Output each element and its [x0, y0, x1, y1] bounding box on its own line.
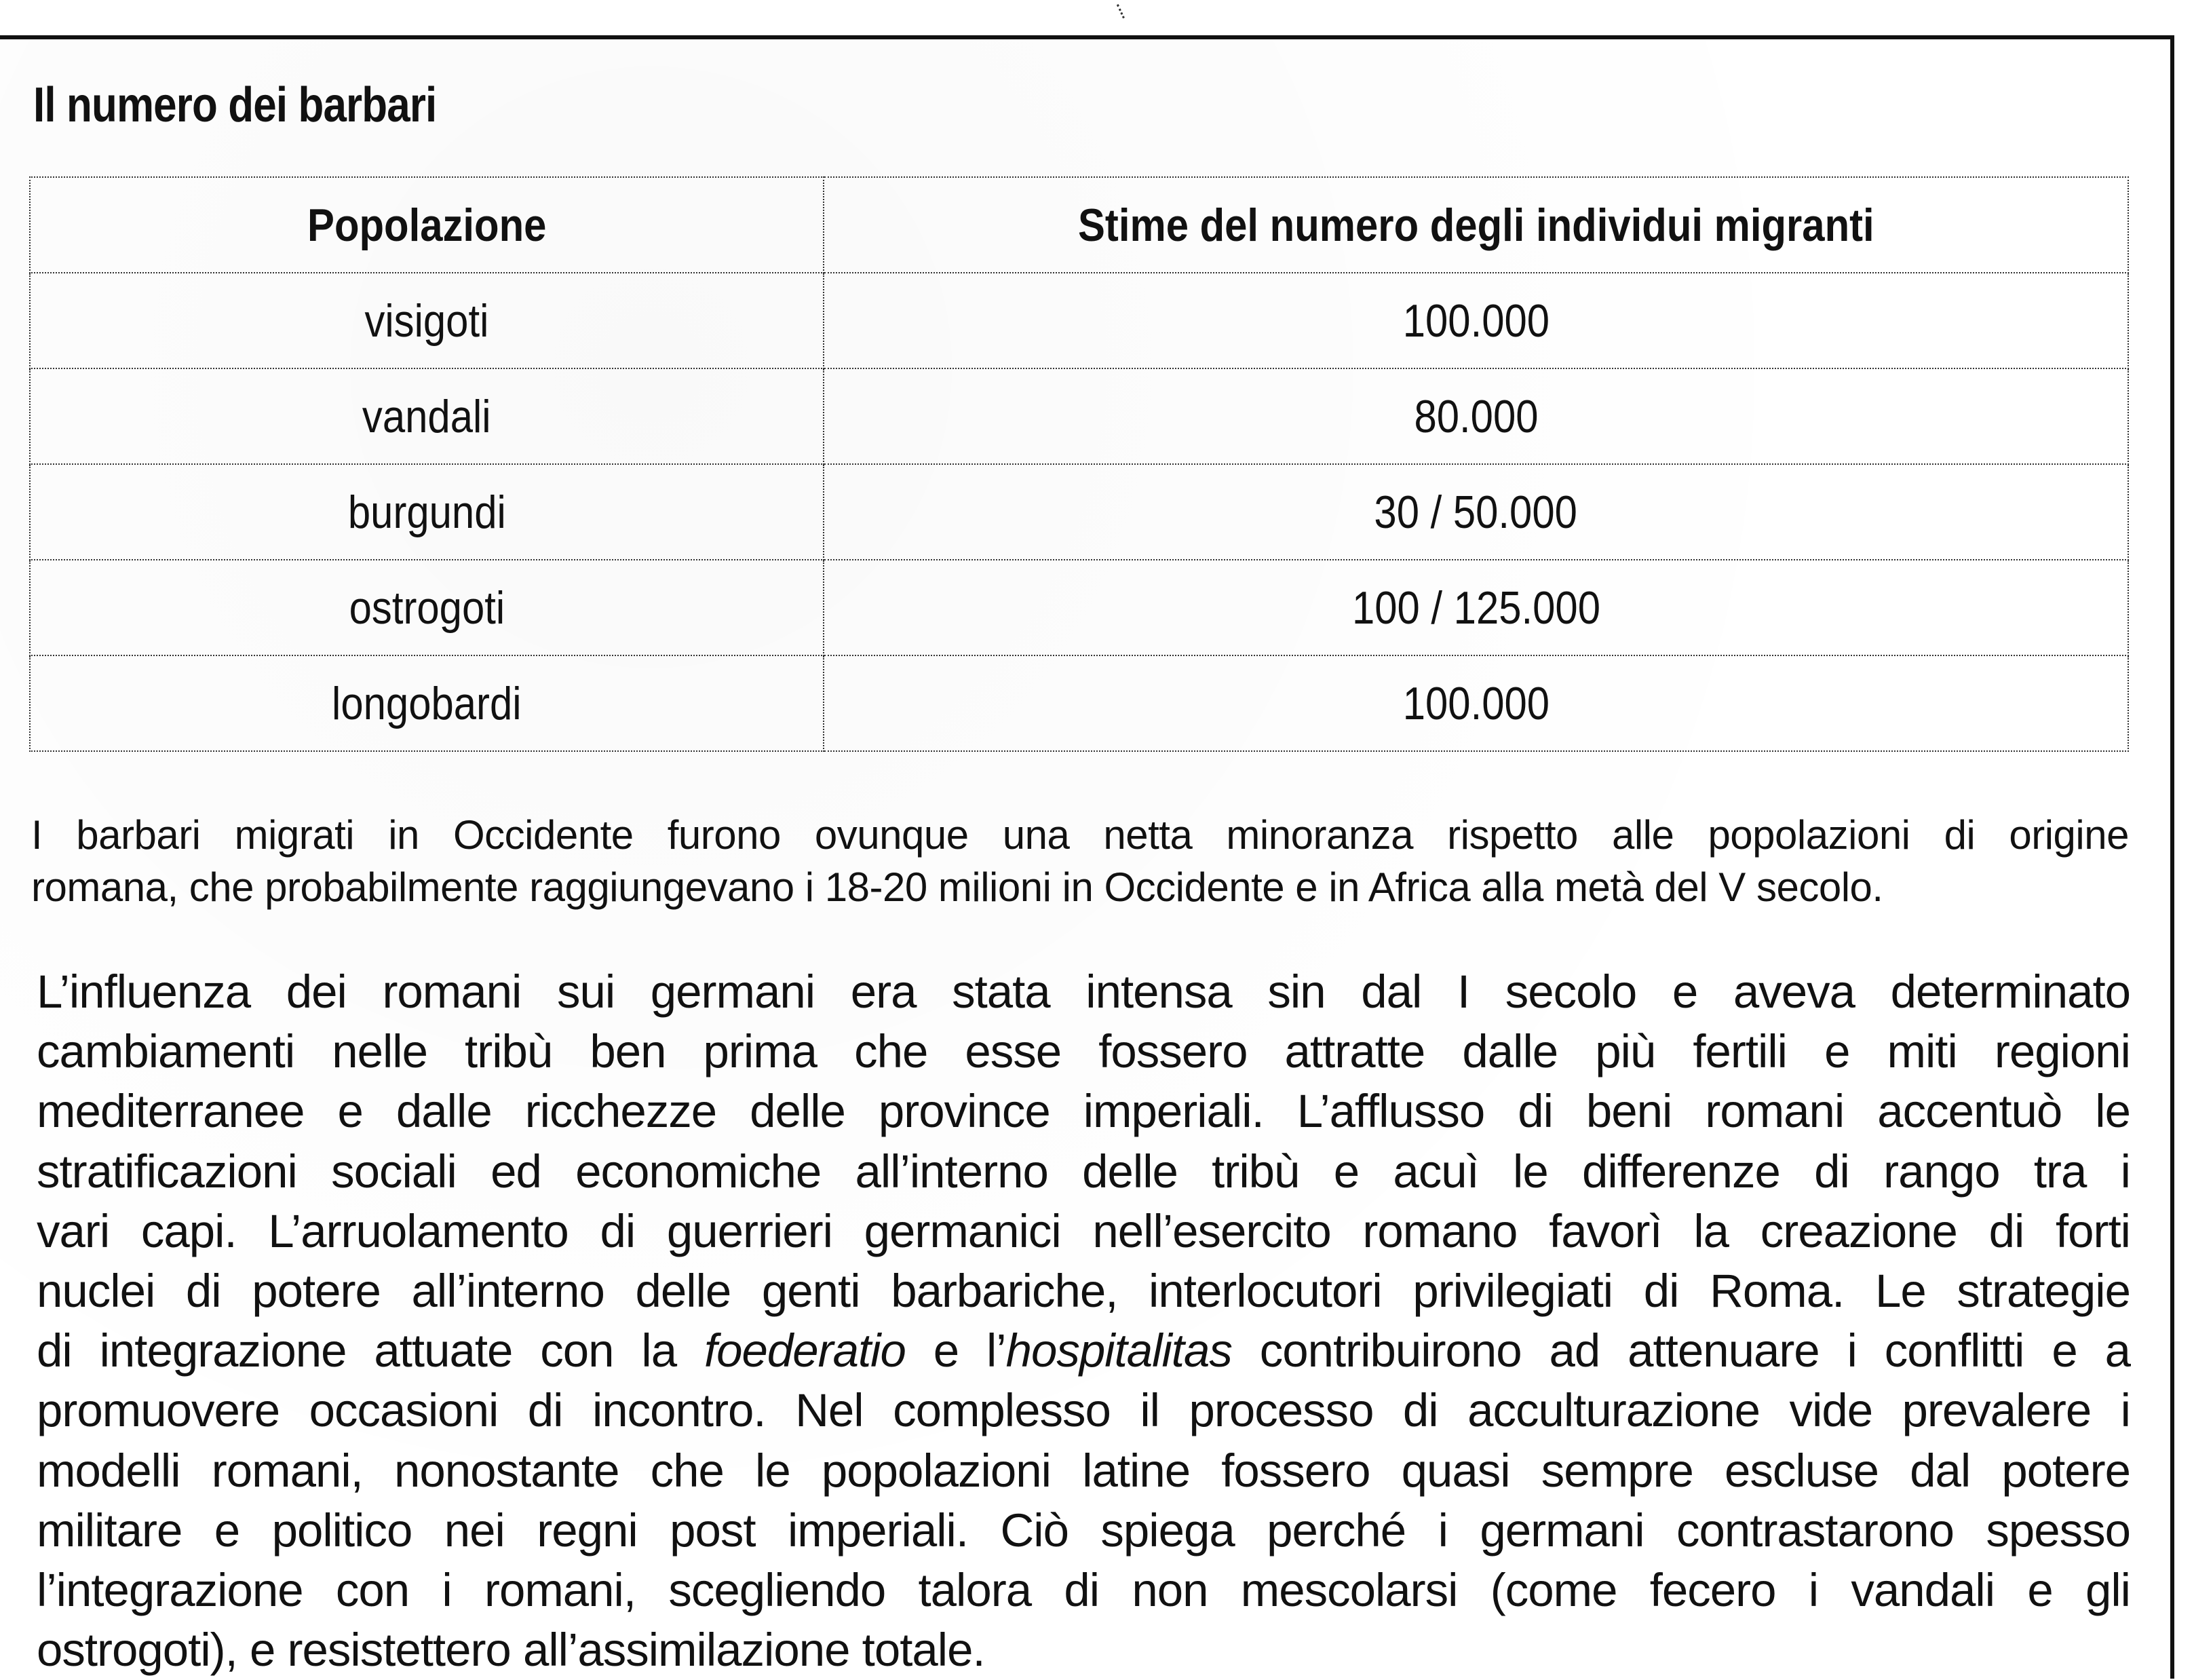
table-row — [30, 655, 2128, 751]
main-paragraph — [37, 962, 2130, 1680]
paragraph-line: cambiamenti nelle tribù ben prima che esse fossero attratte dalle più fertili e miti regioni — [37, 1025, 2130, 1078]
cell-population: burgundi — [30, 464, 824, 560]
barbarian-population-table — [29, 176, 2129, 752]
paragraph-line: modelli romani, nonostante che le popolazioni latine fossero quasi sempre escluse dal potere — [37, 1444, 2130, 1497]
paragraph-line: militare e politico nei regni post imperiali. Ciò spiega perché i germani contrastarono spesso — [37, 1504, 2130, 1557]
paragraph-line: L’influenza dei romani sui germani era stata intensa sin dal I secolo e aveva determinato — [37, 966, 2130, 1018]
scan-speck — [1117, 2, 1130, 19]
paragraph-line: vari capi. L’arruolamento di guerrieri germanici nell’esercito romano favorì la creazione di forti — [37, 1204, 2130, 1257]
paragraph-line: ostrogoti), e resistettero all’assimilazione totale. — [37, 1624, 985, 1677]
cell-population: longobardi — [30, 655, 824, 751]
note-line: romana, che probabilmente raggiungevano i 18-20 milioni in Occidente e in Africa alla metà del V secolo. — [31, 864, 1883, 910]
cell-estimate: 80.000 — [824, 368, 2128, 464]
paragraph-line: mediterranee e dalle ricchezze delle province imperiali. L’afflusso di beni romani accentuò le — [37, 1085, 2130, 1138]
table-row — [30, 560, 2128, 655]
cell-population: vandali — [30, 368, 824, 464]
cell-estimate: 30 / 50.000 — [824, 464, 2128, 560]
cell-estimate: 100.000 — [824, 655, 2128, 751]
box-title: Il numero dei barbari — [33, 78, 437, 132]
header-population: Popolazione — [30, 177, 824, 273]
paragraph-line: stratificazioni sociali ed economiche all’interno delle tribù e acuì le differenze di rango tra i — [37, 1145, 2130, 1198]
note-line: I barbari migrati in Occidente furono ovunque una netta minoranza rispetto alle popolazioni di origine — [31, 812, 2129, 858]
paragraph-line: promuovere occasioni di incontro. Nel complesso il processo di acculturazione vide prevalere i — [37, 1384, 2130, 1437]
cell-population: visigoti — [30, 273, 824, 368]
table-row — [30, 464, 2128, 560]
header-estimate: Stime del numero degli individui migranti — [824, 177, 2128, 273]
term-hospitalitas: hospitalitas — [1005, 1324, 1232, 1377]
table-row — [30, 273, 2128, 368]
table-header-row — [30, 177, 2128, 273]
term-foederatio: foederatio — [704, 1324, 906, 1377]
cell-population: ostrogoti — [30, 560, 824, 655]
cell-estimate: 100 / 125.000 — [824, 560, 2128, 655]
table-row — [30, 368, 2128, 464]
paragraph-line-with-italics: di integrazione attuate con la foederatio e l’hospitalitas contribuirono ad attenuare i conflitti e a — [37, 1324, 2130, 1377]
paragraph-line: nuclei di potere all’interno delle genti barbariche, interlocutori privilegiati di Roma. Le strategie — [37, 1265, 2130, 1318]
cell-estimate: 100.000 — [824, 273, 2128, 368]
table-note — [31, 809, 2129, 913]
paragraph-line: l’integrazione con i romani, scegliendo talora di non mescolarsi (come fecero i vandali e gli — [37, 1564, 2130, 1617]
